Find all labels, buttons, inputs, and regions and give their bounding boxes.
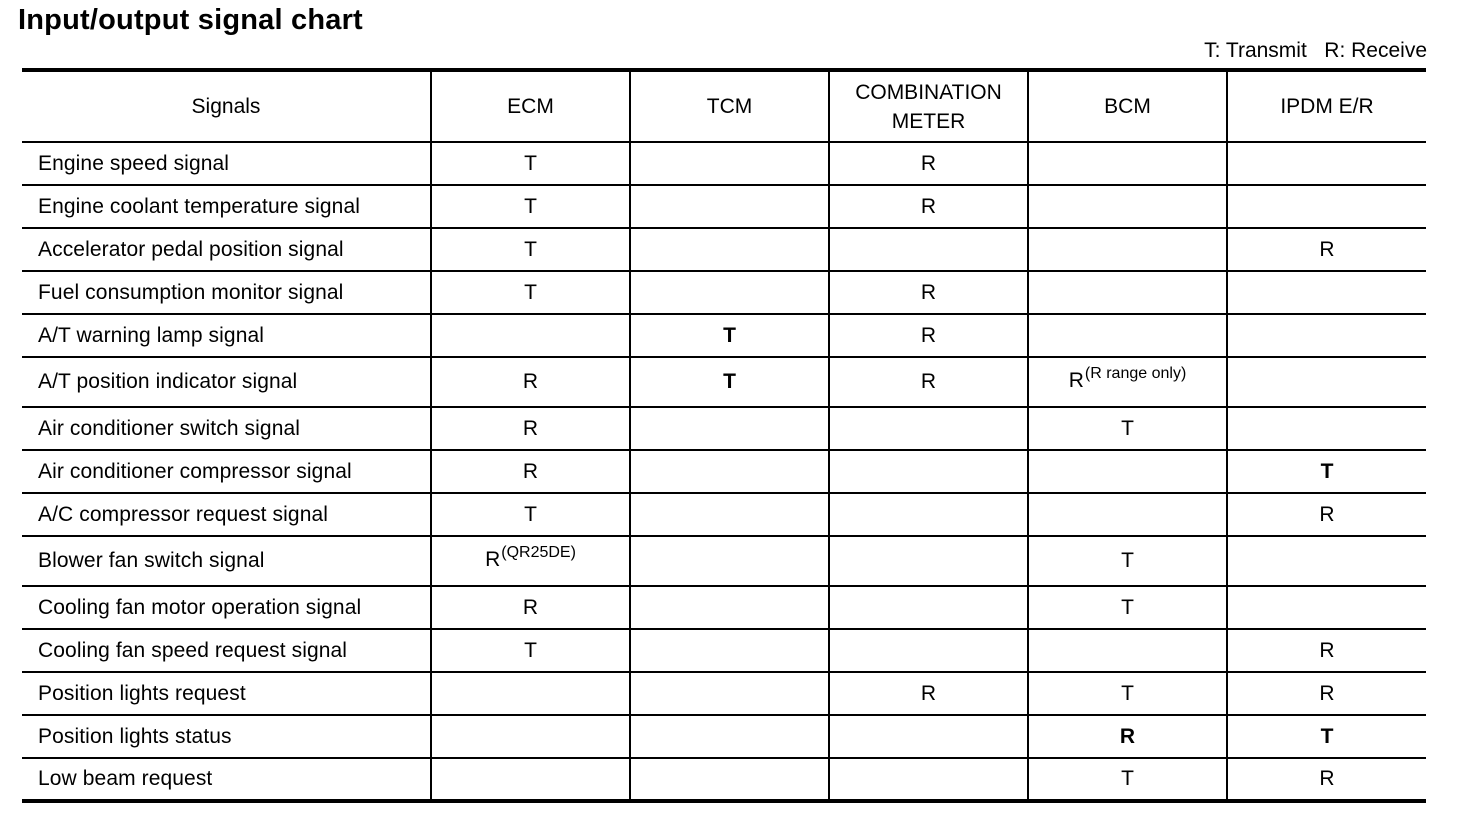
- meter-cell: R: [829, 271, 1028, 314]
- tcm-cell: [630, 536, 829, 586]
- bcm-value: R: [1068, 369, 1084, 392]
- ecm-cell: R: [431, 407, 630, 450]
- ipdm-cell: T: [1227, 715, 1426, 758]
- tcm-cell: [630, 715, 829, 758]
- ipdm-cell: [1227, 407, 1426, 450]
- meter-cell: [829, 228, 1028, 271]
- ipdm-cell: [1227, 314, 1426, 357]
- signal-table: [22, 68, 1426, 803]
- bcm-cell: T: [1028, 407, 1227, 450]
- ecm-cell: [431, 536, 630, 586]
- bcm-cell: T: [1028, 758, 1227, 801]
- bcm-cell: [1028, 450, 1227, 493]
- meter-cell: [829, 536, 1028, 586]
- header-ecm: ECM: [431, 70, 630, 142]
- table-header-row: [22, 70, 1426, 142]
- table-row: [22, 672, 1426, 715]
- table-row: [22, 228, 1426, 271]
- header-combination-meter: COMBINATION METER: [829, 70, 1028, 142]
- tcm-cell: [630, 142, 829, 185]
- signal-name: Engine speed signal: [22, 142, 431, 185]
- meter-cell: [829, 629, 1028, 672]
- table-row: [22, 758, 1426, 801]
- signal-name: Accelerator pedal position signal: [22, 228, 431, 271]
- ipdm-cell: [1227, 536, 1426, 586]
- header-tcm: TCM: [630, 70, 829, 142]
- page-title: Input/output signal chart: [18, 4, 363, 36]
- tcm-cell: [630, 407, 829, 450]
- ecm-cell: T: [431, 271, 630, 314]
- tcm-cell: [630, 672, 829, 715]
- tcm-cell: [630, 493, 829, 536]
- meter-cell: [829, 758, 1028, 801]
- ecm-cell: T: [431, 629, 630, 672]
- bcm-cell: [1028, 314, 1227, 357]
- table-row: [22, 142, 1426, 185]
- ipdm-cell: R: [1227, 629, 1426, 672]
- ipdm-cell: [1227, 357, 1426, 407]
- ecm-cell: T: [431, 493, 630, 536]
- legend: T: Transmit R: Receive: [1204, 39, 1427, 62]
- tcm-cell: [630, 586, 829, 629]
- ecm-cell: T: [431, 142, 630, 185]
- ipdm-cell: R: [1227, 493, 1426, 536]
- signal-name: A/C compressor request signal: [22, 493, 431, 536]
- meter-cell: [829, 586, 1028, 629]
- table-row: [22, 715, 1426, 758]
- table-row: [22, 493, 1426, 536]
- ipdm-cell: T: [1227, 450, 1426, 493]
- signal-name: Engine coolant temperature signal: [22, 185, 431, 228]
- ipdm-cell: R: [1227, 758, 1426, 801]
- meter-cell: R: [829, 142, 1028, 185]
- meter-cell: [829, 493, 1028, 536]
- table-row: [22, 536, 1426, 586]
- bcm-note: (R range only): [1084, 365, 1187, 382]
- table-row: [22, 271, 1426, 314]
- ecm-cell: R: [431, 357, 630, 407]
- ecm-cell: T: [431, 228, 630, 271]
- ipdm-cell: R: [1227, 228, 1426, 271]
- ipdm-cell: [1227, 185, 1426, 228]
- signal-name: Cooling fan speed request signal: [22, 629, 431, 672]
- bcm-cell: [1028, 357, 1227, 407]
- header-signals: Signals: [22, 70, 431, 142]
- table-row: [22, 314, 1426, 357]
- meter-cell: [829, 450, 1028, 493]
- bcm-cell: [1028, 228, 1227, 271]
- signal-name: Air conditioner compressor signal: [22, 450, 431, 493]
- signal-name: Position lights status: [22, 715, 431, 758]
- ecm-cell: T: [431, 185, 630, 228]
- ecm-cell: R: [431, 586, 630, 629]
- signal-name: Low beam request: [22, 758, 431, 801]
- bcm-cell: T: [1028, 586, 1227, 629]
- signal-name: A/T position indicator signal: [22, 357, 431, 407]
- ecm-cell: R: [431, 450, 630, 493]
- tcm-cell: T: [630, 357, 829, 407]
- ecm-cell: [431, 314, 630, 357]
- tcm-cell: T: [630, 314, 829, 357]
- table-row: [22, 586, 1426, 629]
- bcm-cell: T: [1028, 672, 1227, 715]
- table-row: [22, 357, 1426, 407]
- ipdm-cell: [1227, 142, 1426, 185]
- ipdm-cell: [1227, 271, 1426, 314]
- meter-cell: [829, 715, 1028, 758]
- tcm-cell: [630, 271, 829, 314]
- bcm-cell: [1028, 142, 1227, 185]
- bcm-cell: T: [1028, 536, 1227, 586]
- ecm-note: (QR25DE): [501, 544, 576, 561]
- signal-name: Fuel consumption monitor signal: [22, 271, 431, 314]
- bcm-cell: [1028, 629, 1227, 672]
- header-ipdm-er: IPDM E/R: [1227, 70, 1426, 142]
- header-bcm: BCM: [1028, 70, 1227, 142]
- ipdm-cell: R: [1227, 672, 1426, 715]
- tcm-cell: [630, 228, 829, 271]
- signal-name: Position lights request: [22, 672, 431, 715]
- ecm-cell: [431, 672, 630, 715]
- ecm-value: R: [485, 548, 501, 571]
- table-row: [22, 407, 1426, 450]
- table-row: [22, 629, 1426, 672]
- signal-name: A/T warning lamp signal: [22, 314, 431, 357]
- ecm-cell: [431, 758, 630, 801]
- meter-cell: R: [829, 672, 1028, 715]
- bcm-cell: [1028, 493, 1227, 536]
- tcm-cell: [630, 758, 829, 801]
- tcm-cell: [630, 185, 829, 228]
- meter-cell: R: [829, 185, 1028, 228]
- bcm-cell: [1028, 185, 1227, 228]
- tcm-cell: [630, 629, 829, 672]
- signal-name: Blower fan switch signal: [22, 536, 431, 586]
- meter-cell: R: [829, 357, 1028, 407]
- table-row: [22, 185, 1426, 228]
- ecm-cell: [431, 715, 630, 758]
- table-row: [22, 450, 1426, 493]
- meter-cell: [829, 407, 1028, 450]
- bcm-cell: R: [1028, 715, 1227, 758]
- ipdm-cell: [1227, 586, 1426, 629]
- meter-cell: R: [829, 314, 1028, 357]
- tcm-cell: [630, 450, 829, 493]
- bcm-cell: [1028, 271, 1227, 314]
- signal-name: Air conditioner switch signal: [22, 407, 431, 450]
- signal-name: Cooling fan motor operation signal: [22, 586, 431, 629]
